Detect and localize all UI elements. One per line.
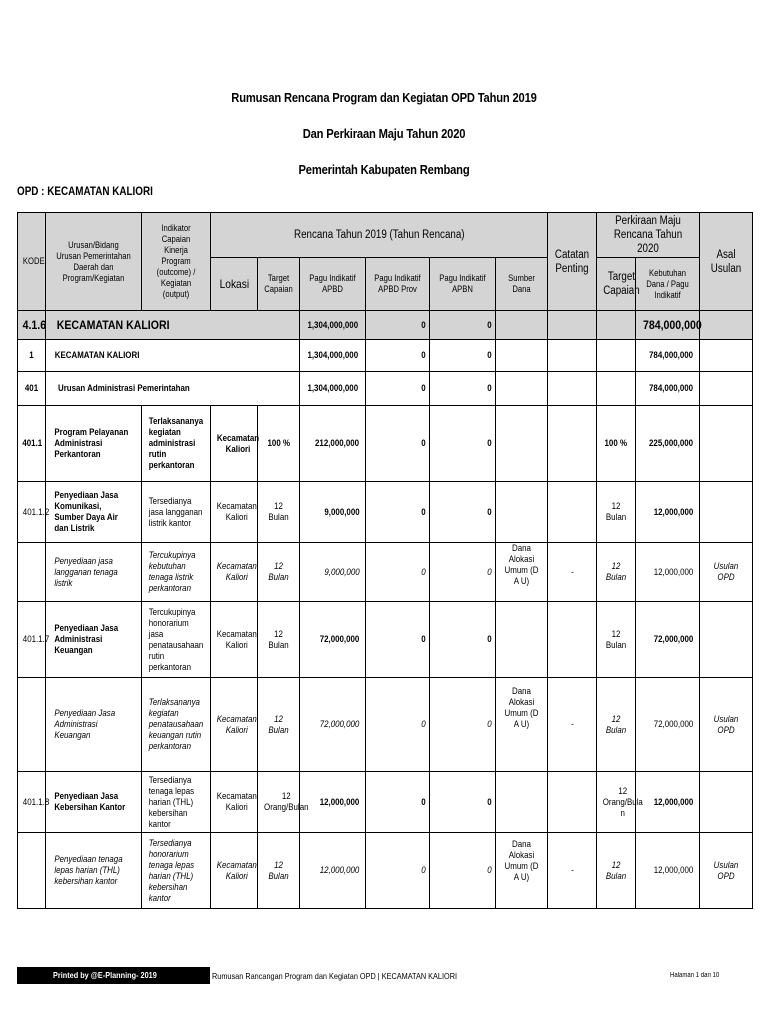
cell-lokasi: Kecamatan Kaliori — [211, 772, 258, 833]
cell-uraian: Penyediaan jasa langganan tenaga listrik — [46, 543, 142, 602]
cell-prov: 0 — [366, 602, 430, 678]
table-header — [18, 213, 753, 311]
cell-kode: 401.1 — [18, 406, 46, 482]
cell-prov: 0 — [366, 406, 430, 482]
cell-prov: 0 — [366, 372, 430, 406]
header-asal: Asal Usulan — [700, 213, 753, 311]
cell-catatan: - — [548, 833, 597, 909]
footer-printed-by: Printed by @E-Planning- 2019 — [17, 967, 210, 984]
cell-asal — [700, 772, 753, 833]
cell-uraian: Penyediaan Jasa Kebersihan Kantor — [46, 772, 142, 833]
cell-kode: 1 — [18, 340, 46, 372]
cell-target: 12 Bulan — [258, 833, 300, 909]
cell-lokasi: Kecamatan Kaliori — [211, 602, 258, 678]
cell-kode: 4.1.6 — [18, 311, 46, 340]
cell-asal: Usulan OPD — [700, 833, 753, 909]
cell-indikator: Tersedianya jasa langganan listrik kantor — [142, 482, 211, 543]
cell-uraian: Urusan Administrasi Pemerintahan — [46, 372, 300, 406]
cell-kebutuhan: 12,000,000 — [636, 482, 700, 543]
cell-prov: 0 — [366, 340, 430, 372]
cell-asal — [700, 311, 753, 340]
cell-uraian: Penyediaan tenaga lepas harian (THL) kebersihan kantor — [46, 833, 142, 909]
table-row — [18, 678, 753, 772]
cell-target-2020: 12 Bulan — [597, 833, 636, 909]
header-rencana: Rencana Tahun 2019 (Tahun Rencana) — [211, 213, 548, 258]
cell-kebutuhan: 784,000,000 — [636, 372, 700, 406]
cell-uraian: Penyediaan Jasa Komunikasi, Sumber Daya Air dan Listrik — [46, 482, 142, 543]
table-row — [18, 543, 753, 602]
cell-catatan — [548, 482, 597, 543]
cell-sumber — [496, 482, 548, 543]
cell-target-2020: 12 Bulan — [597, 482, 636, 543]
cell-kode: 401.1.8 — [18, 772, 46, 833]
cell-apbd: 72,000,000 — [300, 602, 366, 678]
cell-indikator: Tersedianya honorarium tenaga lepas harian (THL) kebersihan kantor — [142, 833, 211, 909]
table-row — [18, 772, 753, 833]
cell-apbd: 12,000,000 — [300, 772, 366, 833]
cell-target-2020: 12 Orang/Bula n — [597, 772, 636, 833]
cell-lokasi: Kecamatan Kaliori — [211, 833, 258, 909]
document-titles — [0, 80, 768, 188]
cell-prov: 0 — [366, 678, 430, 772]
program-table — [17, 212, 753, 909]
header-indikator: Indikator Capaian Kinerja Program (outcome) / Kegiatan (output) — [142, 213, 211, 311]
title-line-2: Dan Perkiraan Maju Tahun 2020 — [302, 126, 466, 141]
cell-apbd: 1,304,000,000 — [300, 372, 366, 406]
cell-asal — [700, 602, 753, 678]
cell-lokasi: Kecamatan Kaliori — [211, 406, 258, 482]
opd-label: OPD : KECAMATAN KALIORI — [17, 186, 153, 198]
cell-apbd: 212,000,000 — [300, 406, 366, 482]
cell-lokasi: Kecamatan Kaliori — [211, 678, 258, 772]
cell-uraian: KECAMATAN KALIORI — [46, 340, 300, 372]
cell-kebutuhan: 12,000,000 — [636, 543, 700, 602]
cell-target-2020 — [597, 372, 636, 406]
cell-asal — [700, 372, 753, 406]
cell-target: 12 Orang/Bulan — [258, 772, 300, 833]
footer-document-title: Rumusan Rancangan Program dan Kegiatan OPD | KECAMATAN KALIORI — [212, 971, 458, 981]
cell-indikator: Terlaksananya kegiatan administrasi rutin perkantoran — [142, 406, 211, 482]
cell-lokasi: Kecamatan Kaliori — [211, 543, 258, 602]
table-row — [18, 340, 753, 372]
cell-apbd: 1,304,000,000 — [300, 311, 366, 340]
cell-catatan: - — [548, 543, 597, 602]
header-target-2020: Target Capaian — [597, 258, 636, 311]
header-pagu-apbn: Pagu Indikatif APBN — [430, 258, 496, 311]
cell-catatan — [548, 772, 597, 833]
cell-apbn: 0 — [430, 340, 496, 372]
cell-apbn: 0 — [430, 482, 496, 543]
cell-kebutuhan: 12,000,000 — [636, 772, 700, 833]
cell-sumber — [496, 602, 548, 678]
cell-target: 100 % — [258, 406, 300, 482]
header-kebutuhan: Kebutuhan Dana / Pagu Indikatif — [636, 258, 700, 311]
header-lokasi: Lokasi — [211, 258, 258, 311]
cell-kebutuhan: 72,000,000 — [636, 602, 700, 678]
table-row — [18, 602, 753, 678]
cell-apbn: 0 — [430, 311, 496, 340]
cell-prov: 0 — [366, 311, 430, 340]
cell-apbn: 0 — [430, 406, 496, 482]
cell-asal — [700, 406, 753, 482]
cell-target-2020: 12 Bulan — [597, 678, 636, 772]
cell-sumber: Dana Alokasi Umum (D A U) — [496, 678, 548, 772]
cell-prov: 0 — [366, 543, 430, 602]
cell-apbn: 0 — [430, 772, 496, 833]
cell-target-2020 — [597, 340, 636, 372]
table-row — [18, 372, 753, 406]
cell-target-2020: 100 % — [597, 406, 636, 482]
cell-catatan — [548, 602, 597, 678]
header-kode: KODE — [18, 213, 46, 311]
cell-uraian: Penyediaan Jasa Administrasi Keuangan — [46, 602, 142, 678]
cell-sumber: Dana Alokasi Umum (D A U) — [496, 833, 548, 909]
header-pagu-apbd: Pagu Indikatif APBD — [300, 258, 366, 311]
cell-sumber: Dana Alokasi Umum (D A U) — [496, 543, 548, 602]
cell-lokasi: Kecamatan Kaliori — [211, 482, 258, 543]
cell-apbd: 72,000,000 — [300, 678, 366, 772]
cell-kode: 401 — [18, 372, 46, 406]
cell-apbn: 0 — [430, 833, 496, 909]
cell-kebutuhan: 784,000,000 — [636, 340, 700, 372]
cell-target-2020 — [597, 311, 636, 340]
header-pagu-prov: Pagu Indikatif APBD Prov — [366, 258, 430, 311]
cell-apbn: 0 — [430, 678, 496, 772]
cell-kode — [18, 543, 46, 602]
cell-kebutuhan: 225,000,000 — [636, 406, 700, 482]
cell-kode: 401.1.2 — [18, 482, 46, 543]
cell-apbn: 0 — [430, 372, 496, 406]
cell-uraian: Program Pelayanan Administrasi Perkantoran — [46, 406, 142, 482]
cell-indikator: Tersedianya tenaga lepas harian (THL) kebersihan kantor — [142, 772, 211, 833]
cell-indikator: Tercukupinya honorarium jasa penatausahaan rutin perkantoran — [142, 602, 211, 678]
cell-kebutuhan: 72,000,000 — [636, 678, 700, 772]
cell-catatan — [548, 406, 597, 482]
footer-page-number: Halaman 1 dari 10 — [670, 972, 720, 979]
cell-kebutuhan: 12,000,000 — [636, 833, 700, 909]
table-row — [18, 406, 753, 482]
cell-prov: 0 — [366, 772, 430, 833]
cell-catatan — [548, 372, 597, 406]
cell-apbd: 1,304,000,000 — [300, 340, 366, 372]
cell-target: 12 Bulan — [258, 678, 300, 772]
cell-sumber — [496, 340, 548, 372]
cell-apbn: 0 — [430, 543, 496, 602]
cell-sumber — [496, 406, 548, 482]
cell-asal — [700, 340, 753, 372]
cell-uraian: KECAMATAN KALIORI — [46, 311, 300, 340]
cell-sumber — [496, 772, 548, 833]
cell-kode: 401.1.7 — [18, 602, 46, 678]
title-line-1: Rumusan Rencana Program dan Kegiatan OPD Tahun 2019 — [231, 90, 537, 105]
cell-catatan — [548, 340, 597, 372]
cell-catatan: - — [548, 678, 597, 772]
cell-kode — [18, 833, 46, 909]
cell-target: 12 Bulan — [258, 543, 300, 602]
cell-asal: Usulan OPD — [700, 678, 753, 772]
header-perkiraan: Perkiraan Maju Rencana Tahun 2020 — [597, 213, 700, 258]
cell-target: 12 Bulan — [258, 482, 300, 543]
title-line-3: Pemerintah Kabupaten Rembang — [298, 162, 470, 177]
cell-target: 12 Bulan — [258, 602, 300, 678]
header-urusan: Urusan/Bidang Urusan Pemerintahan Daerah dan Program/Kegiatan — [46, 213, 142, 311]
table-row — [18, 311, 753, 340]
header-target: Target Capaian — [258, 258, 300, 311]
cell-sumber — [496, 311, 548, 340]
header-catatan: Catatan Penting — [548, 213, 597, 311]
table-row — [18, 482, 753, 543]
cell-asal — [700, 482, 753, 543]
cell-sumber — [496, 372, 548, 406]
cell-kebutuhan: 784,000,000 — [636, 311, 700, 340]
cell-prov: 0 — [366, 482, 430, 543]
cell-catatan — [548, 311, 597, 340]
cell-indikator: Tercukupinya kebutuhan tenaga listrik perkantoran — [142, 543, 211, 602]
cell-apbn: 0 — [430, 602, 496, 678]
cell-asal: Usulan OPD — [700, 543, 753, 602]
cell-target-2020: 12 Bulan — [597, 602, 636, 678]
cell-uraian: Penyediaan Jasa Administrasi Keuangan — [46, 678, 142, 772]
cell-prov: 0 — [366, 833, 430, 909]
cell-indikator: Terlaksananya kegiatan penatausahaan keuangan rutin perkantoran — [142, 678, 211, 772]
table-row — [18, 833, 753, 909]
cell-apbd: 9,000,000 — [300, 543, 366, 602]
header-sumber: Sumber Dana — [496, 258, 548, 311]
cell-kode — [18, 678, 46, 772]
cell-target-2020: 12 Bulan — [597, 543, 636, 602]
cell-apbd: 9,000,000 — [300, 482, 366, 543]
cell-apbd: 12,000,000 — [300, 833, 366, 909]
